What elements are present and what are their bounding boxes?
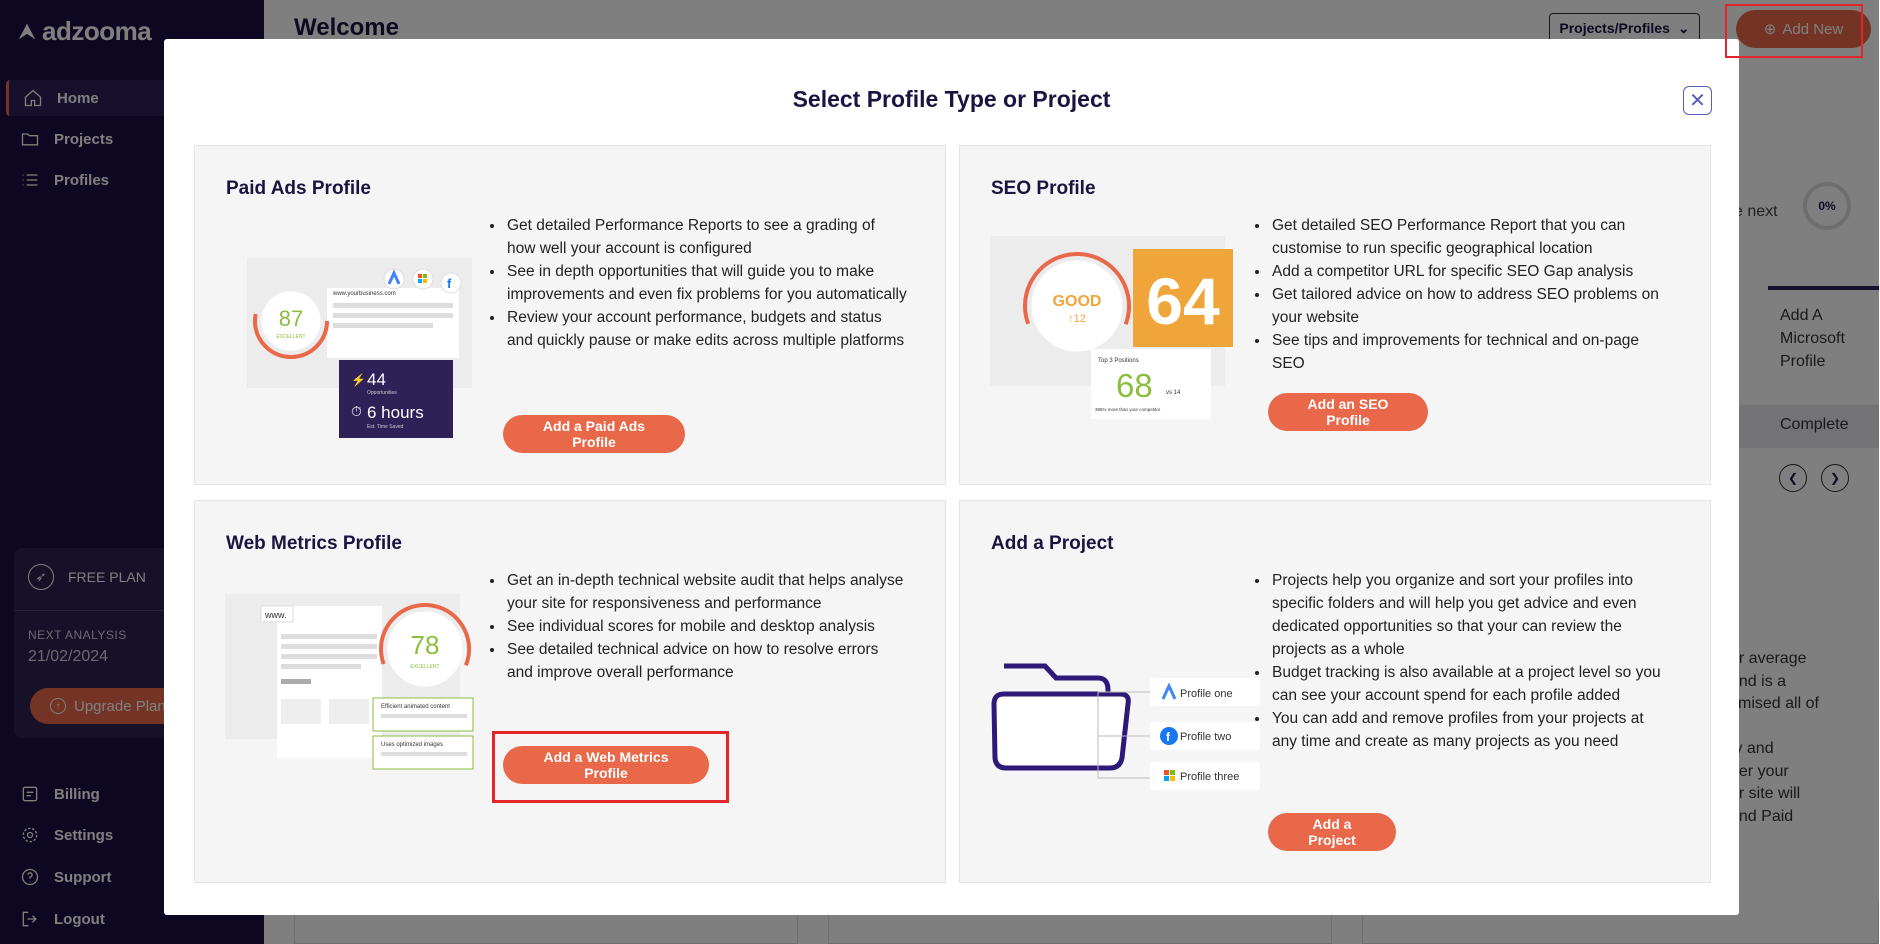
list-item: • See individual scores for mobile and desktop analysis <box>505 615 907 638</box>
list-item: • Review your account performance, budgets and status and quickly pause or make edits across multiple platforms <box>505 306 907 352</box>
paid-illus-time-label: Est. Time Saved <box>367 424 404 430</box>
list-item: • See detailed technical advice on how to resolve errors and improve overall performance <box>505 638 907 684</box>
list-item: • Add a competitor URL for specific SEO Gap analysis <box>1270 260 1672 283</box>
seo-illustration <box>990 236 1225 421</box>
svg-text:⏱: ⏱ <box>351 403 362 419</box>
web-metrics-highlight <box>492 731 729 803</box>
panel-title: Web Metrics Profile <box>226 533 402 554</box>
select-profile-modal <box>164 39 1739 915</box>
paid-illus-opps-label: Opportunities <box>367 390 397 396</box>
list-item: • See in depth opportunities that will guide you to make improvements and even fix problems for you automatically <box>505 260 907 306</box>
seo-illus-delta: ↑12 <box>1068 313 1086 325</box>
paid-illus-score-label: EXCELLENT <box>276 334 306 340</box>
project-profile-one: Profile one <box>1180 688 1233 700</box>
add-paid-ads-profile-button[interactable]: Add a Paid Ads Profile <box>503 415 685 453</box>
web-illus-check2: Uses optimized images <box>381 742 444 748</box>
list-item: • See tips and improvements for technical and on-page SEO <box>1270 329 1672 375</box>
seo-illus-top3: Top 3 Positions <box>1098 358 1139 364</box>
seo-illus-note: 385% more than your competitor <box>1095 407 1161 412</box>
seo-illus-big: 64 <box>1146 264 1220 338</box>
paid-ads-panel <box>194 145 946 485</box>
web-illus-www: www. <box>265 610 287 620</box>
web-metrics-panel <box>194 500 946 883</box>
list-item: • Budget tracking is also available at a project level so you can see your account spend for each profile added <box>1270 661 1672 707</box>
add-project-panel <box>959 500 1711 883</box>
svg-text:f: f <box>447 276 452 291</box>
web-metrics-illustration <box>225 594 475 774</box>
paid-illus-score: 87 <box>278 306 304 331</box>
web-illus-score-label: EXCELLENT <box>410 664 440 670</box>
panel-title: Add a Project <box>991 533 1114 554</box>
project-bullets <box>1252 569 1672 753</box>
svg-text:⚡: ⚡ <box>351 373 366 387</box>
panel-title: Paid Ads Profile <box>226 178 371 199</box>
add-seo-profile-button[interactable]: Add an SEO Profile <box>1268 393 1428 431</box>
paid-illus-opps: 44 <box>367 370 386 389</box>
web-illus-score: 78 <box>410 630 440 660</box>
project-illustration <box>990 646 1255 786</box>
project-profile-three: Profile three <box>1180 771 1240 783</box>
list-item: • Get an in-depth technical website audit that helps analyse your site for responsiveness and performance <box>505 569 907 615</box>
paid-illus-time: 6 hours <box>367 403 424 422</box>
panel-title: SEO Profile <box>991 178 1096 199</box>
svg-text:f: f <box>1166 730 1170 744</box>
seo-panel <box>959 145 1711 485</box>
close-button[interactable] <box>1683 86 1712 115</box>
seo-illus-num: 68 <box>1116 367 1153 404</box>
paid-ads-illustration <box>247 258 485 430</box>
add-web-metrics-profile-button[interactable]: Add a Web Metrics Profile <box>503 746 709 784</box>
list-item: • Get detailed Performance Reports to see a grading of how well your account is configured <box>505 214 907 260</box>
paid-illus-url: www.yourbusiness.com <box>333 291 396 297</box>
list-item: • Get tailored advice on how to address SEO problems on your website <box>1270 283 1672 329</box>
paid-ads-bullets <box>487 214 907 352</box>
seo-illus-grade: GOOD <box>1052 293 1102 310</box>
list-item: • You can add and remove profiles from your projects at any time and create as many projects as you need <box>1270 707 1672 753</box>
modal-title: Select Profile Type or Project <box>792 86 1111 112</box>
add-new-highlight <box>1725 4 1863 58</box>
seo-illus-vs: vs 14 <box>1166 390 1181 396</box>
close-icon: ✕ <box>1689 89 1706 112</box>
list-item: • Projects help you organize and sort your profiles into specific folders and will help you get advice and even dedicated opportunities so that your can review the projects as a whole <box>1270 569 1672 661</box>
add-project-button[interactable]: Add a Project <box>1268 813 1396 851</box>
web-metrics-bullets <box>487 569 907 684</box>
project-profile-two: Profile two <box>1180 731 1232 743</box>
list-item: • Get detailed SEO Performance Report that you can customise to run specific geographical location <box>1270 214 1672 260</box>
web-illus-check1: Efficient animated content <box>381 704 450 710</box>
seo-bullets <box>1252 214 1672 375</box>
